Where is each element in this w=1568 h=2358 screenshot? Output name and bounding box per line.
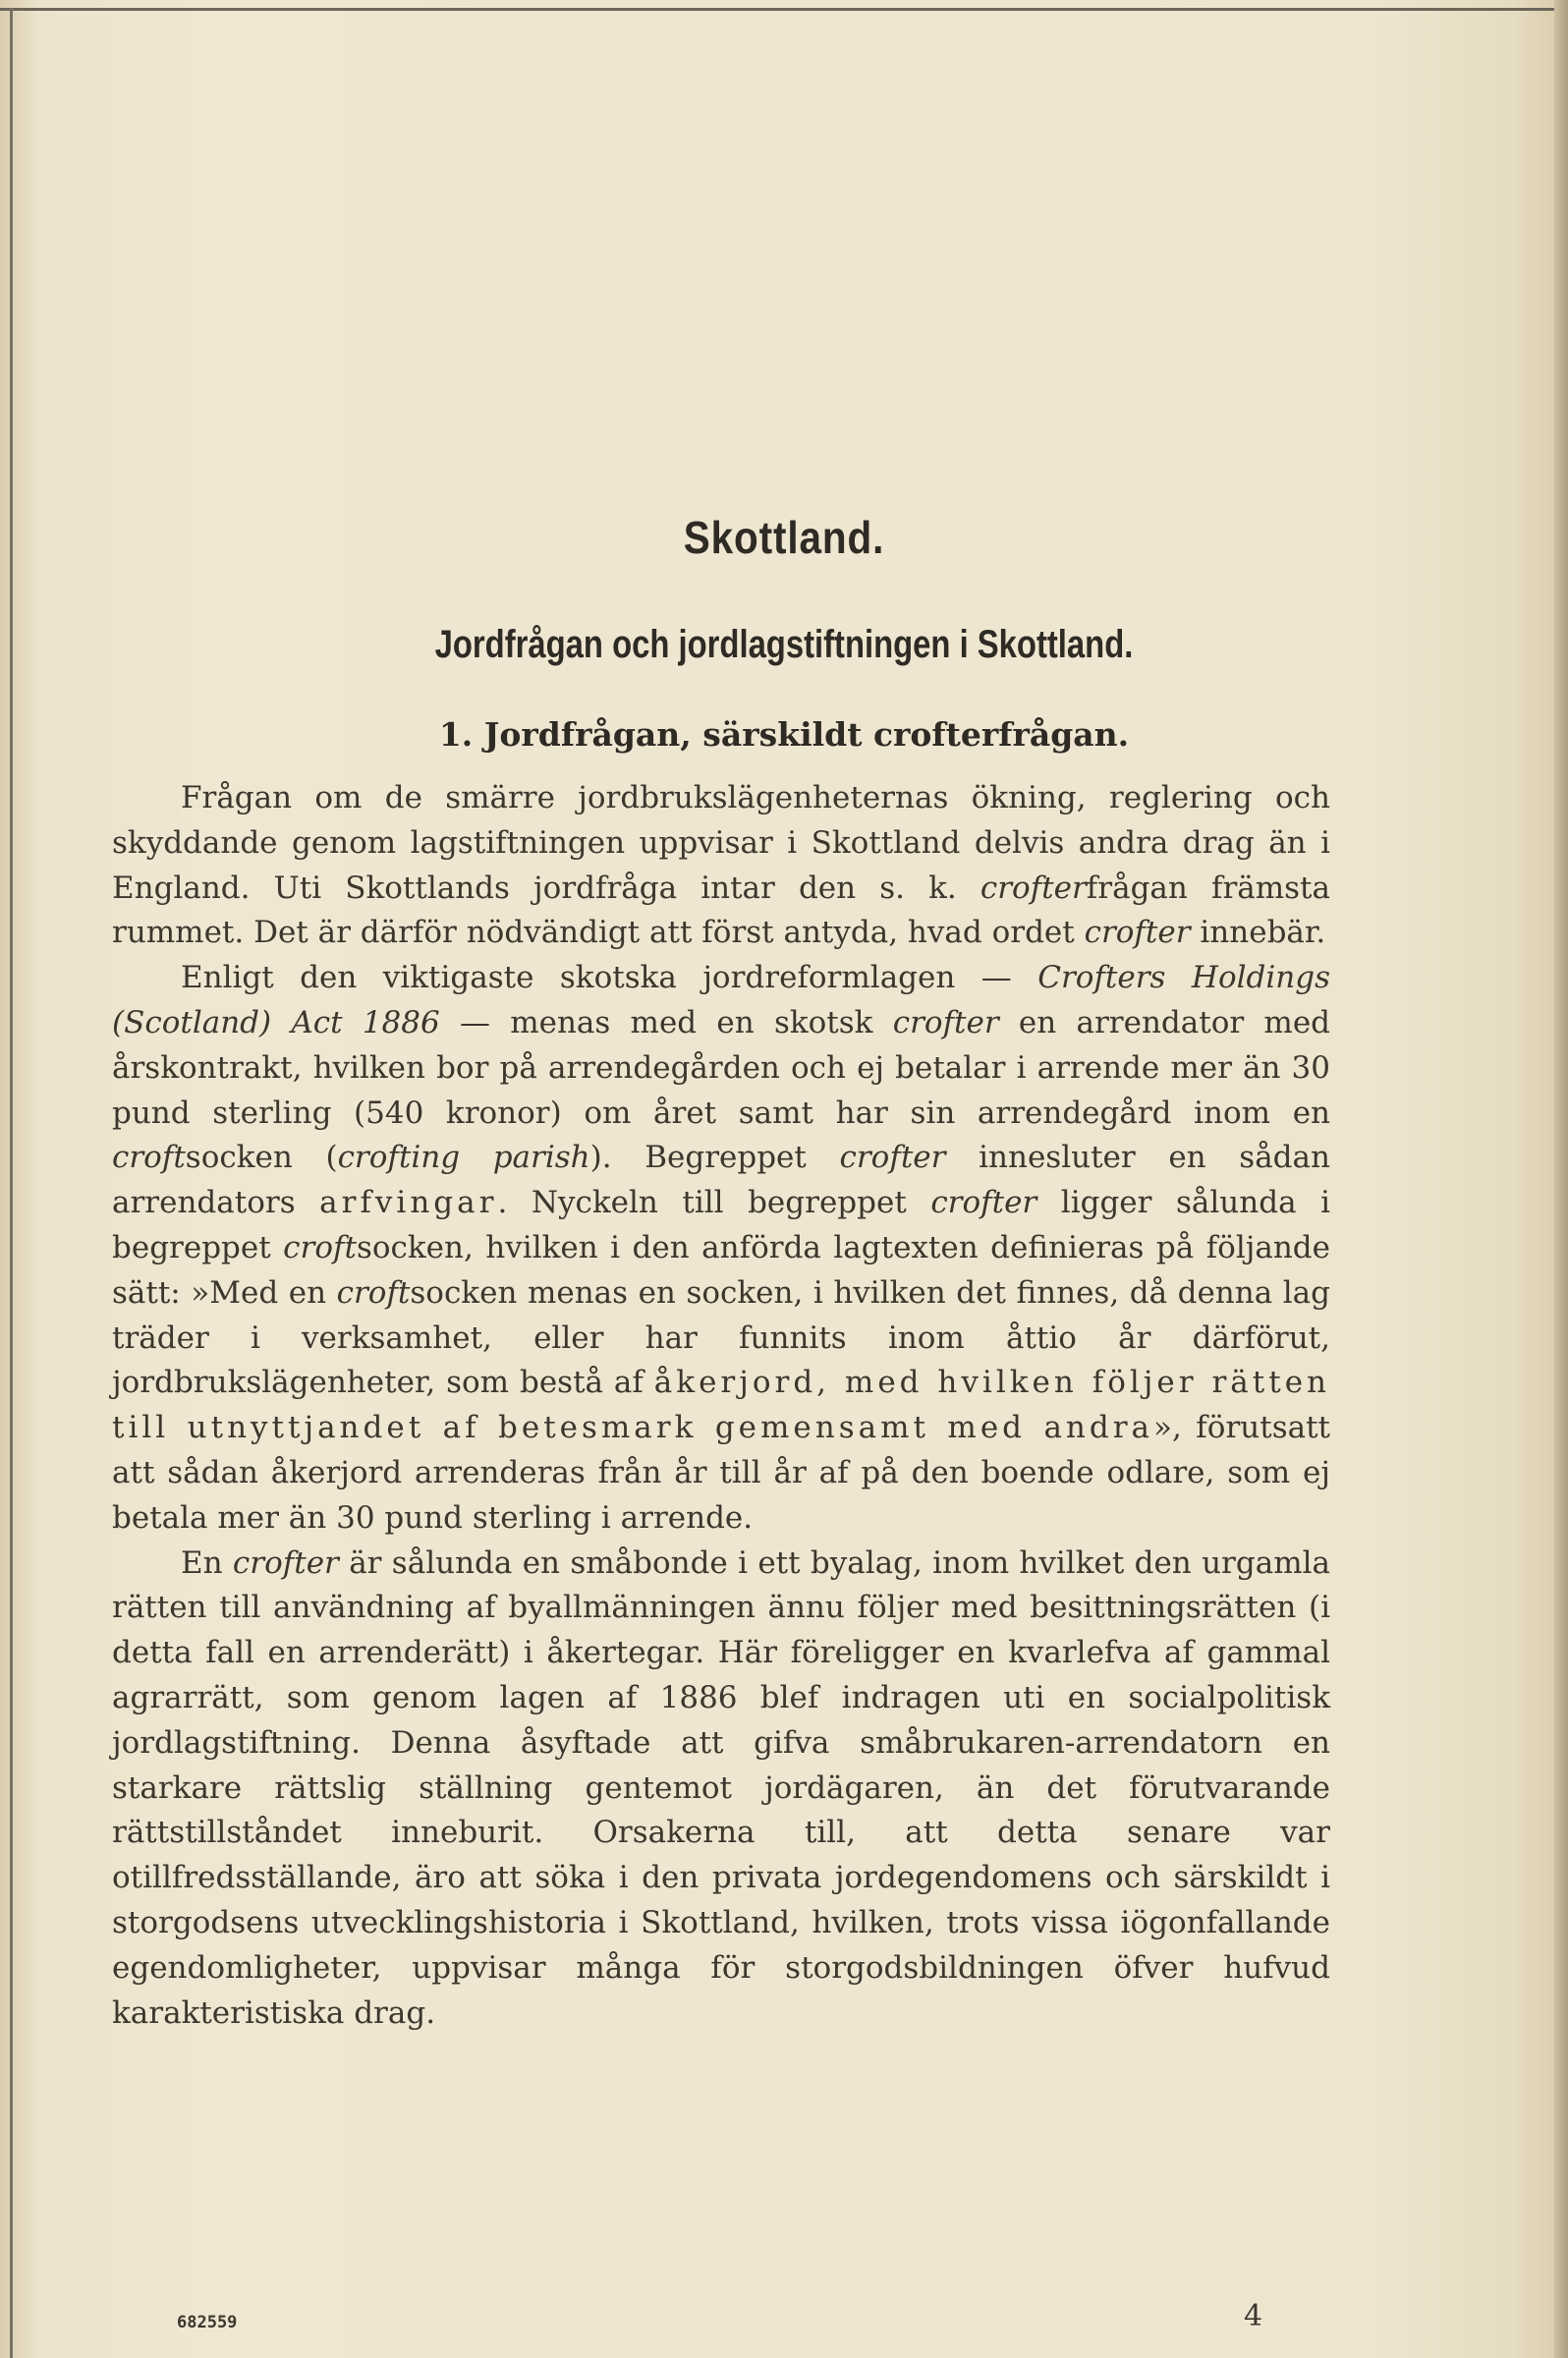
- text-run: innebär.: [1190, 915, 1326, 951]
- body-text: [112, 776, 1330, 2036]
- italic-term: croft: [283, 1229, 357, 1265]
- text-run: socken (: [185, 1140, 338, 1176]
- text-run: Enligt den viktigaste skotska jordreformlagen —: [181, 960, 1038, 996]
- paragraph-2: [112, 956, 1330, 1541]
- text-run: ligger sålunda i begreppet: [112, 1185, 1330, 1265]
- italic-term: crofting parish: [337, 1140, 590, 1176]
- text-run: En: [181, 1544, 233, 1581]
- text-run: — menas med en skotsk: [439, 1004, 893, 1040]
- spaced-term: arfvingar: [319, 1185, 498, 1221]
- text-run: socken, hvilken i den anförda lagtexten definieras på följande sätt: »Med en: [112, 1229, 1330, 1311]
- italic-term: crofter: [839, 1140, 946, 1176]
- italic-term: croft: [336, 1274, 411, 1311]
- text-run: socken menas en socken, i hvilken det finnes, då denna lag träder i verksamhet, eller har funnits inom åttio år därförut, jordbrukslägenheter, som bestå af: [112, 1274, 1330, 1401]
- paragraph-3: [112, 1542, 1330, 2037]
- text-run: frågan främsta rummet. Det är därför nödvändigt att först antyda, hvad ordet: [112, 870, 1330, 951]
- page-edge-shadow: [1554, 0, 1568, 2358]
- italic-term: croft: [112, 1140, 186, 1176]
- section-title: Jordfrågan, särskildt crofterfrågan.: [483, 715, 1130, 754]
- text-run: Frågan om de smärre jordbrukslägenheternas ökning, reglering och skyddande genom lagstiftningen uppvisar i Skottland delvis andra drag än i England. Uti Skottlands jordfråga intar den s. k.: [112, 780, 1330, 906]
- text-run: är sålunda en småbonde i ett byalag, inom hvilket den urgamla rätten till användning af byallmänningen ännu följer med besittningsrätten (i detta fall en arrenderätt) i åkertegar. Här föreligger en kvarlefva af gammal agrarrätt, som genom lagen af 1886 blef indragen uti en socialpolitisk jordlagstiftning. Denna åsyftade att gifva småbrukaren-arrendatorn en starkare rättslig ställning gentemot jordägaren, än det förutvarande rättstillståndet inneburit. Orsakerna till, att detta senare var otillfredsställande, äro att söka i den privata jordegendomens och särskildt i storgodsens utvecklingshistoria i Skottland, hvilken, trots vissa iögonfallande egendomligheter, uppvisar många för storgodsbildningen öfver hufvud karakteristiska drag.: [112, 1544, 1330, 2031]
- paragraph-1: [112, 776, 1330, 956]
- text-run: en arrendator med årskontrakt, hvilken bor på arrendegården och ej betalar i arrende mer än 30 pund sterling (540 kronor) om året samt har sin arrendegård inom en: [112, 1004, 1331, 1131]
- italic-term: Crofters Holdings (Scotland) Act 1886: [112, 960, 1331, 1040]
- text-run: . Nyckeln till begreppet: [497, 1185, 931, 1221]
- italic-term: crofter: [1084, 915, 1191, 951]
- page-subtitle: Jordfrågan och jordlagstiftningen i Skottland.: [434, 623, 1134, 666]
- text-run: ). Begreppet: [589, 1140, 840, 1176]
- top-border-line: [0, 8, 1568, 11]
- left-border-line: [10, 8, 13, 2358]
- section-number: 1.: [438, 715, 474, 754]
- italic-term: crofter: [980, 870, 1087, 906]
- section-heading: [0, 715, 1568, 754]
- page-title: Skottland.: [683, 512, 885, 563]
- italic-term: crofter: [232, 1544, 339, 1581]
- spaced-term: åkerjord, med hvilken följer rätten till utnyttjandet af betesmark gemensamt med andra: [112, 1365, 1330, 1446]
- italic-term: crofter: [892, 1004, 999, 1040]
- text-run: innesluter en sådan arrendators: [112, 1140, 1330, 1221]
- printer-signature-code: 682559: [177, 2313, 238, 2332]
- page-number: 4: [1244, 2299, 1263, 2333]
- text-run: », förutsatt att sådan åkerjord arrenderas från år till år af på den boende odlare, som ej betala mer än 30 pund sterling i arrende.: [112, 1410, 1330, 1536]
- italic-term: crofter: [930, 1185, 1037, 1221]
